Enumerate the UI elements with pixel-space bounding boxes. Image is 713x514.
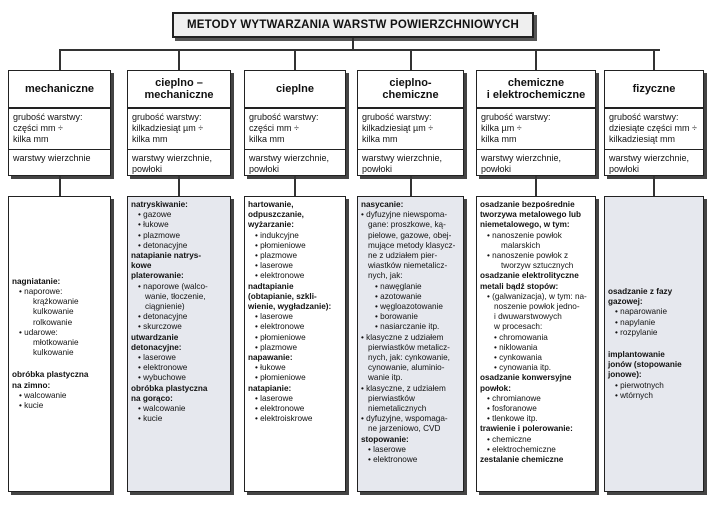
detail-heading: nagniatanie: [12,276,61,286]
layer-type-info [128,149,230,178]
detail-heading: platerowanie: [131,271,184,281]
column-header [8,70,111,108]
detail-item: gane: proszkowe, ką- [368,220,446,230]
thickness-info [477,109,595,149]
detail-heading: zestalanie chemiczne [480,455,564,465]
header-line: i elektrochemiczne [486,89,586,101]
detail-item: • detonacyjne [138,312,188,322]
detail-content [131,200,227,424]
detail-heading: powłok: [480,383,511,393]
detail-item: • łukowe [255,363,286,373]
header-line: mechaniczne [144,89,214,101]
layer-line: warstwy wierzchnie, [481,153,562,163]
detail-item: • klasyczne z udziałem [361,332,444,342]
header-line: cieplno – [155,77,203,89]
column-header-text [382,77,438,101]
column-connector [178,50,180,70]
detail-heading: natapianie: [248,383,292,393]
detail-item: • napylanie [615,317,656,327]
detail-heading: nadtapianie [248,281,294,291]
detail-item: • dyfuzyjne niewspoma- [361,210,448,220]
detail-item: pierwiastków [368,393,415,403]
detail-heading: osadzanie bezpośrednie [480,200,575,209]
detail-item: wanie, tłoczenie, [145,291,206,301]
detail-item: • elektrochemiczne [487,444,556,454]
detail-item: • elektronowe [368,455,418,465]
column-connector [535,50,537,70]
detail-heading: metali bądź stopów: [480,281,559,291]
column-info-box [476,108,596,176]
detail-heading: wienie, wygładzanie): [248,302,332,312]
detail-item: • chemiczne [487,434,532,444]
detail-item: • indukcyjne [255,230,299,240]
header-line: cieplno- [389,77,432,89]
detail-heading: napawanie: [248,353,293,363]
detail-item: • chromowania [494,332,548,342]
column-header-text [487,77,585,101]
header-line: chemiczne [507,77,565,89]
detail-item: • nanoszenie powłok z [487,251,569,261]
column-header [357,70,464,108]
detail-heading: implantowanie [608,350,665,359]
layer-line: powłoki [362,164,393,174]
detail-heading: osadzanie elektrolityczne [480,271,579,281]
detail-heading: obróbka plastyczna [131,383,208,393]
header-line: mechaniczne [24,83,95,95]
column-header [127,70,231,108]
detail-heading: obróbka plastyczna [12,370,89,380]
detail-item: • borowanie [375,312,418,322]
detail-item: • pierwotnych [615,380,664,390]
layer-type-info [9,149,110,167]
detail-item: • płomieniowe [255,240,306,250]
column-info-box [604,108,704,176]
detail-item: • naporowe: [19,286,63,296]
thickness-line: kilka mm [13,134,49,144]
detail-item: w procesach: [494,322,543,332]
column-detail-box [127,196,231,492]
thickness-line: kilka µm ÷ [481,123,522,133]
layer-line: warstwy wierzchnie [13,153,91,163]
layer-type-info [245,149,345,178]
layer-line: powłoki [132,164,163,174]
detail-item: • chromianowe [487,393,541,403]
thickness-line: kilkadziesiąt µm ÷ [362,123,434,133]
detail-heading: stopowanie: [361,434,409,444]
detail-item: • płomieniowe [255,332,306,342]
detail-heading: na zimno: [12,380,51,390]
detail-item: • plazmowe [138,230,181,240]
column-connector [653,50,655,70]
detail-item: • łukowe [138,220,169,230]
thickness-info [128,109,230,149]
header-line: chemiczne [382,89,439,101]
detail-item: rolkowanie [33,317,73,327]
detail-content [608,287,700,401]
thickness-line: grubość warstwy: [609,112,679,122]
thickness-line: grubość warstwy: [362,112,432,122]
thickness-line: kilka mm [249,134,285,144]
detail-connector [653,176,655,196]
column-header-text [144,77,213,101]
column-info-box [127,108,231,176]
detail-connector [410,176,412,196]
thickness-line: grubość warstwy: [481,112,551,122]
thickness-line: kilka mm [481,134,517,144]
detail-heading: nasycanie: [361,200,404,209]
column-connector [59,50,61,70]
detail-item: kulkowanie [33,348,74,358]
thickness-info [605,109,703,149]
layer-line: powłoki [609,164,640,174]
column-header [244,70,346,108]
detail-heading: (obtapianie, szkli- [248,291,317,301]
layer-line: powłoki [481,164,512,174]
thickness-info [245,109,345,149]
detail-item: nych, jak: [368,271,403,281]
column-header-text [633,83,676,95]
thickness-line: kilkadziesiąt mm [609,134,676,144]
detail-item: • naporowe (walco- [138,281,208,291]
detail-heading: niemetalowego, w tym: [480,220,570,230]
detail-heading: kowe [131,261,152,271]
detail-item: ne jarzeniowo, CVD [368,424,441,434]
detail-item: mujące metody klasycz- [368,240,456,250]
detail-item: • plazmowe [255,342,298,352]
detail-item: • skurczowe [138,322,182,332]
detail-content [12,277,107,411]
detail-item: ne z udziałem pier- [368,251,438,261]
header-line: cieplne [276,83,314,95]
column-info-box [8,108,111,176]
detail-item: • elektronowe [255,404,305,414]
detail-content [361,200,460,465]
column-header-text [25,83,94,95]
detail-item: noszenie powłok jedno- [494,302,580,312]
layer-line: warstwy wierzchnie, [249,153,330,163]
detail-item: wiastków niemetalicz- [368,261,448,271]
detail-heading: jonów (stopowanie [608,360,682,370]
column-connector [294,50,296,70]
horizontal-connector [59,49,660,51]
column-detail-box [476,196,596,492]
detail-item: niemetalicznych [368,404,427,414]
detail-item: • walcowanie [138,404,186,414]
layer-line: warstwy wierzchnie, [362,153,443,163]
layer-type-info [477,149,595,178]
detail-item: • elektronowe [255,322,305,332]
detail-item: • laserowe [255,312,293,322]
thickness-line: kilka mm [362,134,398,144]
detail-item: • klasyczne, z udziałem [361,383,446,393]
detail-spacer [12,358,107,370]
detail-item: • azotowanie [375,291,422,301]
detail-item: cynowanie, aluminio- [368,363,445,373]
detail-heading: trawienie i polerowanie: [480,424,573,434]
detail-item: tworzyw sztucznych [501,261,574,271]
layer-line: powłoki [249,164,280,174]
detail-heading: jonowe): [608,370,642,380]
column-info-box [357,108,464,176]
thickness-line: grubość warstwy: [249,112,319,122]
detail-item: • (galwanizacja), w tym: na- [487,291,587,301]
detail-heading: odpuszczanie, [248,210,304,220]
detail-item: • kucie [19,401,44,411]
layer-type-info [358,149,463,178]
detail-content [480,200,592,465]
detail-connector [294,176,296,196]
layer-line: warstwy wierzchnie, [609,153,690,163]
detail-item: nych, jak: cynkowanie, [368,353,450,363]
detail-item: • laserowe [138,353,176,363]
detail-item: wanie itp. [368,373,403,383]
detail-item: ciągnienie) [145,302,185,312]
column-detail-box [357,196,464,492]
detail-connector [535,176,537,196]
detail-item: • tlenkowe itp. [487,414,538,424]
detail-item: • wtórnych [615,390,653,400]
detail-heading: wyżarzanie: [248,220,294,230]
detail-item: • niklowania [494,342,538,352]
thickness-line: części mm ÷ [13,123,63,133]
column-header-text [276,83,314,95]
detail-item: • płomieniowe [255,373,306,383]
detail-item: • nanoszenie powłok [487,230,562,240]
column-connector [410,50,412,70]
detail-item: • elektronowe [255,271,305,281]
detail-heading: detonacyjne: [131,342,182,352]
detail-item: • detonacyjne [138,240,188,250]
detail-heading: gazowej: [608,297,643,307]
detail-connector [178,176,180,196]
column-header [476,70,596,108]
detail-item: • plazmowe [255,251,298,261]
thickness-info [358,109,463,149]
detail-item: • elektroiskrowe [255,414,313,424]
detail-item: • wybuchowe [138,373,186,383]
detail-heading: osadzanie konwersyjne [480,373,572,383]
layer-line: warstwy wierzchnie, [132,153,213,163]
layer-type-info [605,149,703,178]
thickness-line: części mm ÷ [249,123,299,133]
detail-heading: hartowanie, [248,200,294,209]
detail-item: • kucie [138,414,163,424]
thickness-line: kilkadziesiąt µm ÷ [132,123,204,133]
detail-heading: osadzanie z fazy [608,286,673,296]
detail-connector [59,176,61,196]
detail-item: • naparowanie [615,307,668,317]
detail-item: kulkowanie [33,307,74,317]
detail-heading: utwardzanie [131,332,179,342]
detail-item: • laserowe [255,261,293,271]
column-info-box [244,108,346,176]
detail-item: i dwuwarstwowych [494,312,562,322]
detail-item: • laserowe [368,444,406,454]
column-detail-box [244,196,346,492]
detail-heading: na gorąco: [131,393,173,403]
detail-item: • cynowania itp. [494,363,552,373]
detail-item: • rozpylanie [615,327,658,337]
detail-item: malarskich [501,240,541,250]
detail-item: • dyfuzyjne, wspomaga- [361,414,448,424]
detail-item: • fosforanowe [487,404,537,414]
thickness-line: grubość warstwy: [13,112,83,122]
thickness-line: dziesiąte części mm ÷ [609,123,697,133]
detail-item: • udarowe: [19,327,58,337]
detail-item: • węgloazotowanie [375,302,443,312]
detail-heading: natapianie natrys- [131,251,202,261]
detail-item: pierwiastków metalicz- [368,342,450,352]
detail-item: • laserowe [255,393,293,403]
detail-content [248,200,342,424]
header-line: fizyczne [632,83,676,95]
detail-spacer [608,338,700,350]
detail-item: pielowe, gazowe, obej- [368,230,452,240]
diagram-title: METODY WYTWARZANIA WARSTW POWIERZCHNIOWYCH [172,12,534,38]
column-header [604,70,704,108]
detail-item: młotkowanie [33,338,79,347]
detail-item: • nasiarczanie itp. [375,322,440,332]
detail-item: • walcowanie [19,390,67,400]
column-detail-box [8,196,111,492]
detail-item: • nawęglanie [375,281,422,291]
thickness-info [9,109,110,149]
thickness-line: grubość warstwy: [132,112,202,122]
detail-item: • gazowe [138,210,172,220]
thickness-line: kilka mm [132,134,168,144]
detail-heading: natryskiwanie: [131,200,188,209]
detail-heading: tworzywa metalowego lub [480,210,581,220]
detail-item: • elektronowe [138,363,188,373]
detail-item: krążkowanie [33,297,79,307]
column-detail-box [604,196,704,492]
detail-item: • cynkowania [494,353,542,363]
